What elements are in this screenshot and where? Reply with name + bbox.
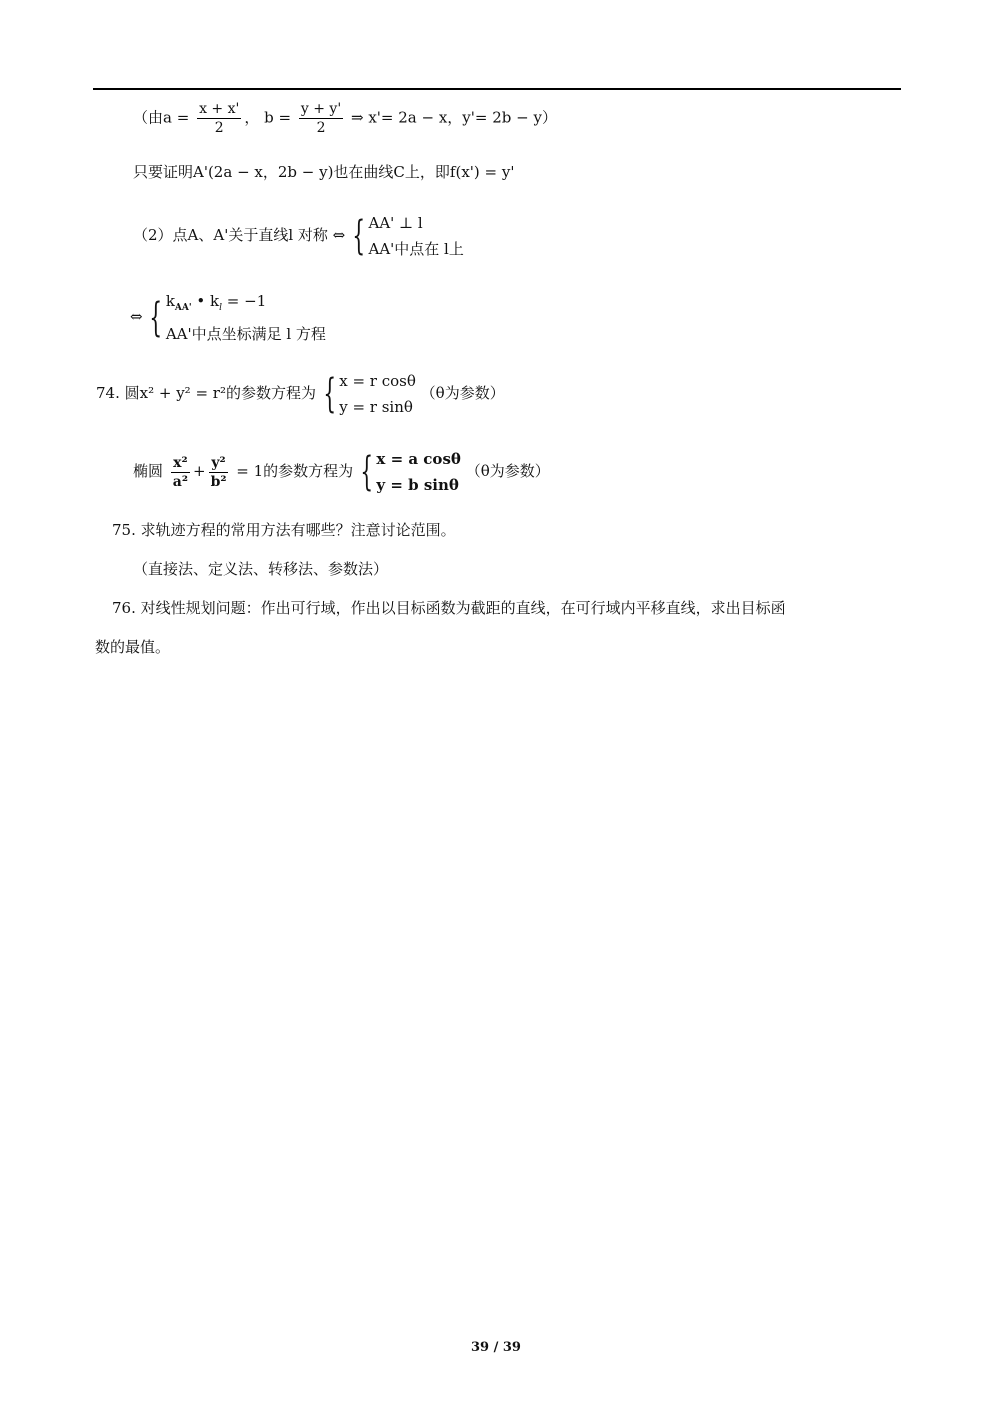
text: （由: [133, 108, 164, 127]
system-row: x = r cosθ: [339, 372, 416, 390]
text: 74. 圆x² + y² = r²的参数方程为: [96, 384, 316, 402]
text: ⇔: [130, 307, 143, 326]
text: ⇒ x'= 2a − x，y'= 2b − y）: [350, 108, 557, 127]
page-number: 39 / 39: [471, 1340, 521, 1355]
equation-system: [321, 368, 416, 420]
brace-icon: {: [352, 213, 366, 259]
item-74: [96, 368, 505, 420]
item-75-answer: （直接法、定义法、转移法、参数法）: [133, 560, 389, 578]
numerator: y²: [211, 454, 226, 471]
slope-condition: [130, 288, 326, 347]
midpoint-formula: [133, 101, 557, 136]
system-row: y = b sinθ: [376, 476, 459, 494]
text: （θ为参数）: [465, 462, 550, 480]
text: +: [193, 462, 206, 480]
text: k: [165, 292, 175, 310]
text: a =: [163, 108, 190, 127]
system-row: [166, 288, 326, 321]
text: （2）点A、A'关于直线l 对称 ⇔: [133, 226, 346, 244]
item-75: 75. 求轨迹方程的常用方法有哪些？注意讨论范围。: [112, 521, 456, 539]
header-rule: [93, 88, 901, 90]
numerator: x²: [173, 454, 188, 471]
equation-system: [147, 288, 326, 347]
denominator: b²: [210, 473, 227, 490]
text: = 1的参数方程为: [236, 462, 354, 480]
subscript: l: [219, 303, 223, 313]
denominator: a²: [172, 473, 188, 490]
system-row: AA'中点坐标满足 l 方程: [165, 325, 326, 343]
brace-icon: {: [323, 371, 336, 417]
item-76-line2: 数的最值。: [95, 638, 171, 656]
fraction: [197, 101, 241, 136]
text: （θ为参数）: [420, 384, 505, 402]
system-row: x = a cosθ: [376, 450, 461, 468]
fraction: [299, 101, 343, 136]
subscript: AA': [174, 303, 192, 313]
text: = −1: [222, 292, 267, 310]
text: • k: [191, 292, 220, 310]
numerator: x + x': [199, 101, 240, 117]
system-row: y = r sinθ: [339, 398, 413, 416]
symmetry-condition: [133, 210, 464, 262]
text: b =: [264, 108, 292, 127]
text: 椭圆: [133, 462, 164, 480]
proof-statement: 只要证明A'(2a − x，2b − y)也在曲线C上，即f(x') = y': [133, 163, 515, 181]
fraction: [209, 455, 229, 490]
equation-system: [358, 446, 461, 498]
numerator: y + y': [300, 101, 342, 117]
denominator: 2: [214, 120, 224, 136]
equation-system: [350, 210, 464, 262]
system-row: AA'中点在 l上: [368, 240, 464, 258]
ellipse-parametric: [133, 446, 550, 498]
fraction: [171, 455, 190, 490]
brace-icon: {: [360, 449, 374, 495]
text: ，: [244, 108, 260, 127]
item-76-line1: 76. 对线性规划问题：作出可行域，作出以目标函数为截距的直线，在可行域内平移直线，求出目标函: [112, 599, 786, 617]
denominator: 2: [316, 120, 326, 136]
system-row: AA' ⊥ l: [368, 214, 423, 232]
brace-icon: {: [149, 294, 163, 341]
